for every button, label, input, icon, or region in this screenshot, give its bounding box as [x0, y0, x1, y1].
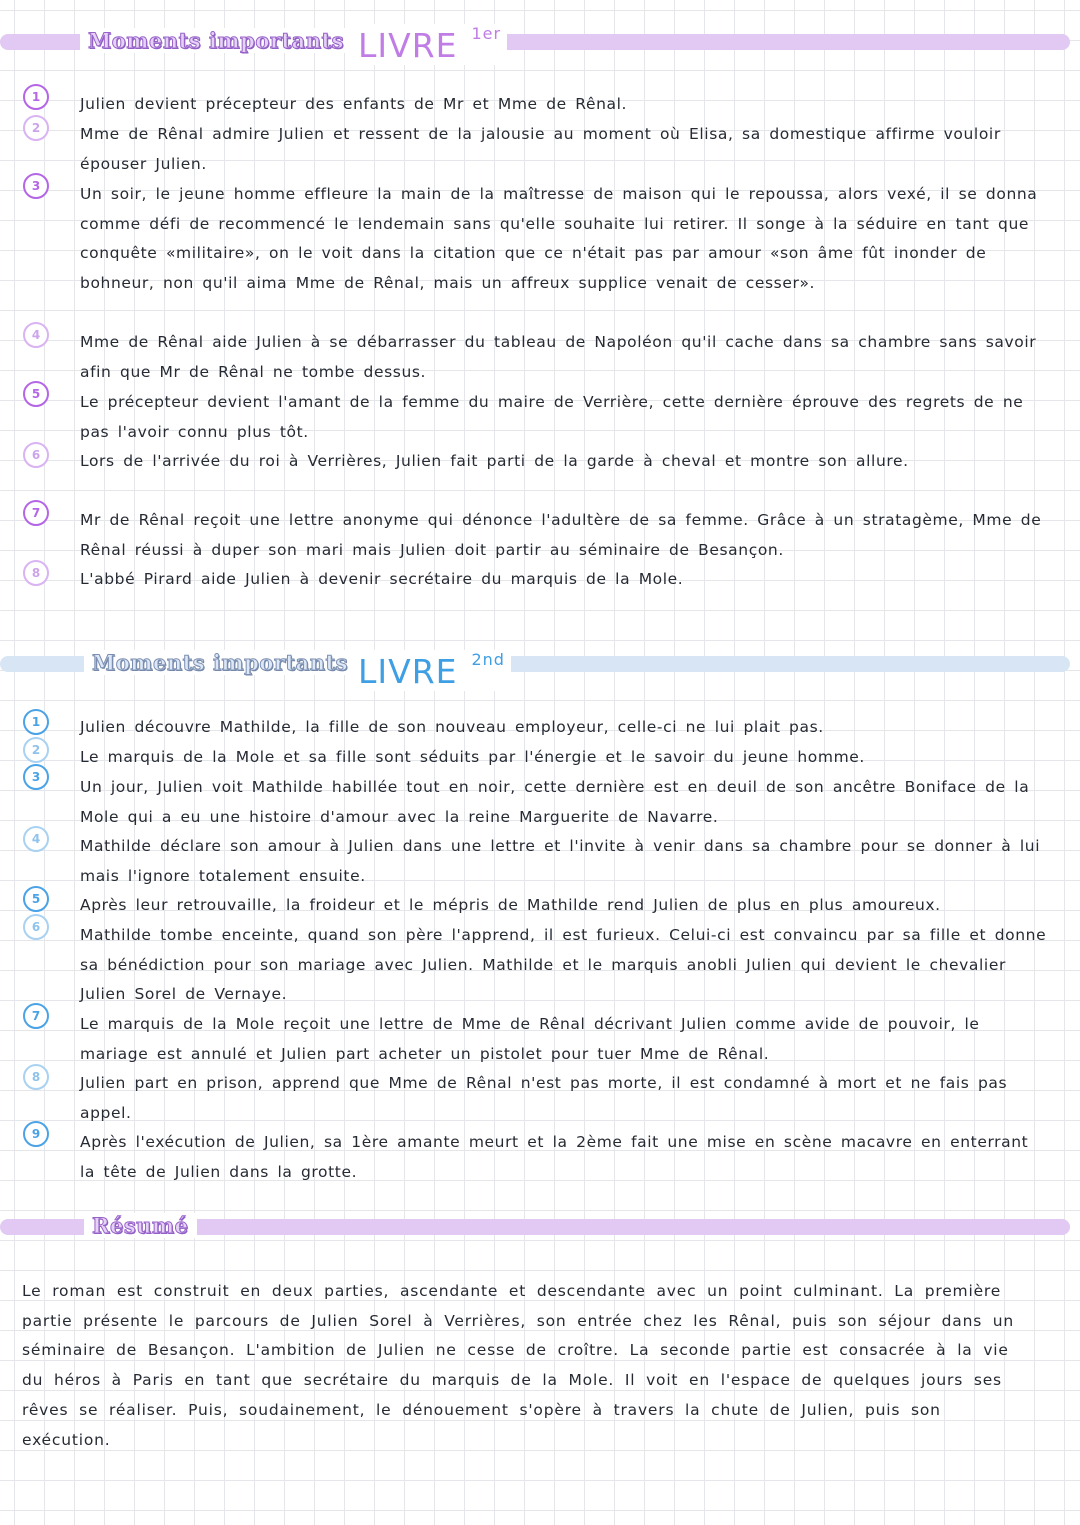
livre1-number-badge: 1 — [23, 84, 49, 110]
livre1-item: Julien devient précepteur des enfants de Mr et Mme de Rênal. — [80, 95, 628, 113]
livre2-number-badge: 1 — [23, 709, 49, 735]
livre2-item: Julien découvre Mathilde, la fille de son nouveau employeur, celle-ci ne lui plait pas. — [80, 718, 824, 736]
livre2-number-badge: 9 — [23, 1121, 49, 1147]
livre1-number-badge: 5 — [23, 381, 49, 407]
livre2-livre-sup: 2nd — [471, 650, 505, 669]
livre2-number-badge: 8 — [23, 1064, 49, 1090]
livre2-livre-text: LIVRE — [358, 652, 458, 691]
livre2-number-badge: 4 — [23, 826, 49, 852]
livre1-number-badge: 7 — [23, 500, 49, 526]
resume-header-title: Résumé — [84, 1213, 197, 1238]
livre1-number-badge: 3 — [23, 173, 49, 199]
livre2-item: Mathilde tombe enceinte, quand son père l'apprend, il est furieux. Celui-ci est convaincu par sa fille et donne sa bénédiction pour son mariage avec Julien. Mathilde et le marquis anobli Julien qui devient le chevalier Julien Sorel de Vernaye. — [80, 926, 1047, 1003]
livre1-item: Mme de Rênal admire Julien et ressent de la jalousie au moment où Elisa, sa domestique affirme vouloir épouser Julien. — [80, 125, 1001, 173]
livre1-item: Lors de l'arrivée du roi à Verrières, Julien fait parti de la garde à cheval et montre son allure. — [80, 452, 909, 470]
livre1-livre-sup: 1er — [471, 24, 502, 43]
livre1-number-badge: 4 — [23, 322, 49, 348]
livre2-number-badge: 7 — [23, 1003, 49, 1029]
livre2-item: Le marquis de la Mole reçoit une lettre de Mme de Rênal décrivant Julien comme avide de pouvoir, le mariage est annulé et Julien part acheter un pistolet pour tuer Mme de Rênal. — [80, 1015, 980, 1063]
livre2-number-badge: 2 — [23, 737, 49, 763]
livre2-item: Julien part en prison, apprend que Mme de Rênal n'est pas morte, il est condamné à mort et ne fais pas appel. — [80, 1074, 1008, 1122]
livre2-number-badge: 3 — [23, 764, 49, 790]
livre1-item: Un soir, le jeune homme effleure la main de la maîtresse de maison qui le repoussa, alors vexé, il se donna comme défi de recommencé le lendemain sans qu'elle souhaite lui retirer. Il songe à la séduire en tant que conquête «militaire», on le voit dans la citation que ce n'était pas par amour «son âme fût inonder de bohneur, non qu'il aima Mme de Rênal, mais un affreux supplice venait de cesser». — [80, 185, 1038, 292]
livre1-item: Mr de Rênal reçoit une lettre anonyme qui dénonce l'adultère de sa femme. Grâce à un stratagème, Mme de Rênal réussi à duper son mari mais Julien doit partir au séminaire de Besançon. — [80, 511, 1042, 559]
livre2-book-label — [352, 650, 511, 691]
livre2-item: Après leur retrouvaille, la froideur et le mépris de Mathilde rend Julien de plus en plus amoureux. — [80, 896, 941, 914]
livre1-book-label — [352, 24, 507, 65]
livre1-item: L'abbé Pirard aide Julien à devenir secrétaire du marquis de la Mole. — [80, 570, 684, 588]
livre1-item: Mme de Rênal aide Julien à se débarrasser du tableau de Napoléon qu'il cache dans sa chambre sans savoir afin que Mr de Rênal ne tombe dessus. — [80, 333, 1037, 381]
livre1-number-badge: 6 — [23, 442, 49, 468]
livre1-livre-text: LIVRE — [358, 26, 458, 65]
livre1-item: Le précepteur devient l'amant de la femme du maire de Verrière, cette dernière éprouve des regrets de ne pas l'avoir connu plus tôt. — [80, 393, 1024, 441]
livre2-item: Mathilde déclare son amour à Julien dans une lettre et l'invite à venir dans sa chambre pour se donner à lui mais l'ignore totalement ensuite. — [80, 837, 1041, 885]
livre2-number-badge: 5 — [23, 886, 49, 912]
livre1-number-badge: 8 — [23, 560, 49, 586]
livre1-header-title: Moments importants — [80, 28, 352, 53]
livre2-item: Un jour, Julien voit Mathilde habillée tout en noir, cette dernière est en deuil de son ancêtre Boniface de la Mole qui a eu une histoire d'amour avec la reine Marguerite de Navarre. — [80, 778, 1030, 826]
resume-paragraph: Le roman est construit en deux parties, ascendante et descendante avec un point culminant. La première partie présente le parcours de Julien Sorel à Verrières, son entrée chez les Rênal, puis son séjour dans un séminaire de Besançon. L'ambition de Julien ne cesse de croître. La seconde partie est consacrée à la vie du héros à Paris en tant que secrétaire du marquis de la Mole. Il voit en l'espace de quelques jours ses rêves se réaliser. Puis, soudainement, le dénouement s'opère à travers la chute de Julien, puis son exécution. — [22, 1282, 1015, 1449]
livre2-item: Après l'exécution de Julien, sa 1ère amante meurt et la 2ème fait une mise en scène macavre en enterrant la tête de Julien dans la grotte. — [80, 1133, 1029, 1181]
livre1-number-badge: 2 — [23, 115, 49, 141]
livre2-header-title: Moments importants — [84, 650, 356, 675]
livre2-item: Le marquis de la Mole et sa fille sont séduits par l'énergie et le savoir du jeune homme. — [80, 748, 865, 766]
livre2-number-badge: 6 — [23, 914, 49, 940]
